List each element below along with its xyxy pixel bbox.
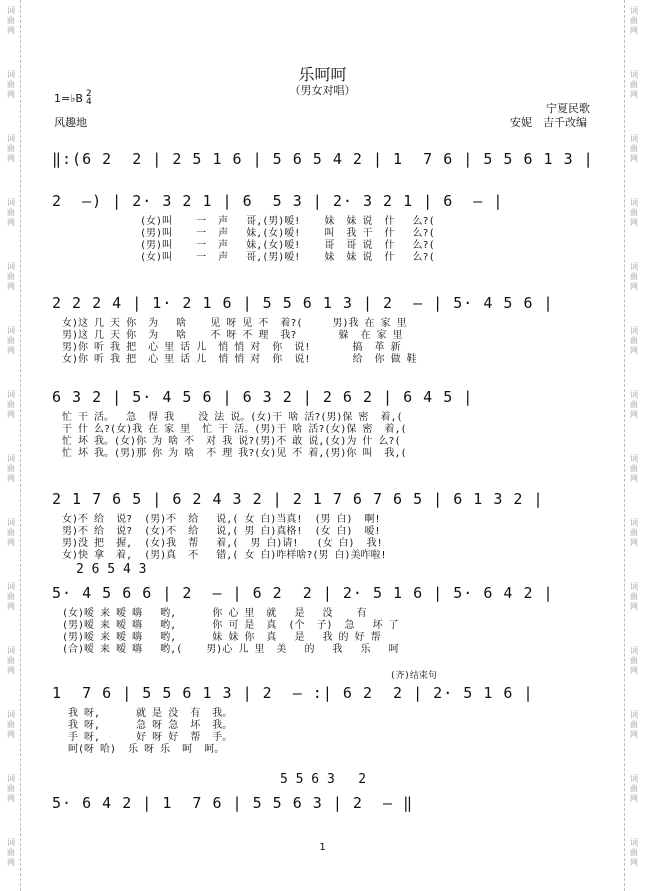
page-number: 1 bbox=[319, 842, 326, 853]
watermark-text: 词 曲 网 bbox=[630, 6, 638, 35]
lyric-line: 手 呀, 好 呀 好 帮 手。 bbox=[68, 732, 233, 743]
watermark-text: 词 曲 网 bbox=[630, 454, 638, 483]
watermark-text: 词 曲 网 bbox=[630, 70, 638, 99]
watermark-text: 词 曲 网 bbox=[7, 710, 15, 739]
lyric-line: 忙 坏 我。(女)你 为 啥 不 对 我 说?(男)不 敢 说,(女)为 什 么?( bbox=[62, 436, 401, 447]
watermark-text: 词 曲 网 bbox=[7, 198, 15, 227]
watermark-text: 词 曲 网 bbox=[630, 838, 638, 867]
watermark-text: 词 曲 网 bbox=[630, 518, 638, 547]
song-subtitle: （男女对唱） bbox=[289, 84, 356, 97]
score-system bbox=[52, 772, 587, 816]
notation-line: 5· 4 5 6 6 | 2 — | 6 2 2 | 2· 5 1 6 | 5· 6 4 2 | bbox=[52, 584, 554, 602]
watermark-text: 词 曲 网 bbox=[7, 134, 15, 163]
watermark-text: 词 曲 网 bbox=[630, 390, 638, 419]
song-source: 宁夏民歌 bbox=[546, 102, 590, 115]
watermark-text: 词 曲 网 bbox=[7, 390, 15, 419]
lyric-line: 女)这 几 天 你 为 啥 见 呀 见 不 着?( 男)我 在 家 里 bbox=[62, 318, 407, 329]
score-system bbox=[52, 188, 587, 263]
notation-line: 1 7 6 | 5 5 6 1 3 | 2 — :| 6 2 2 | 2· 5 1 6 | bbox=[52, 684, 534, 702]
score-system bbox=[52, 290, 587, 365]
tempo-marking: 风趣地 bbox=[54, 116, 87, 129]
watermark-text: 词 曲 网 bbox=[630, 134, 638, 163]
notation-line: ‖:(6 2 2 | 2 5 1 6 | 5 6 5 4 2 | 1 7 6 | 5 5 6 1 3 | bbox=[52, 150, 594, 168]
watermark-text: 词 曲 网 bbox=[7, 774, 15, 803]
lyric-line: (女)嗳 来 嗳 嗨 哟, 你 心 里 就 是 没 有 bbox=[62, 608, 367, 619]
notation-line: 2 —) | 2· 3 2 1 | 6 5 3 | 2· 3 2 1 | 6 — | bbox=[52, 192, 504, 210]
notation-line: 2 1 7 6 5 | 6 2 4 3 2 | 2 1 7 6 7 6 5 | 6 1 3 2 | bbox=[52, 490, 544, 508]
lyric-line: (合)嗳 来 嗳 嗨 哟,( 男)心 儿 里 美 的 我 乐 呵 bbox=[62, 644, 399, 655]
watermark-text: 词 曲 网 bbox=[630, 262, 638, 291]
lyric-line: 男)不 给 说? (女)不 给 说,( 男 白)真格! (女 白) 嗳! bbox=[62, 526, 381, 537]
score-system bbox=[52, 146, 594, 172]
lyric-line: 男)没 把 握, (女)我 帮 着,( 男 白)请! (女 白) 我! bbox=[62, 538, 383, 549]
notation-line: 2 2 2 4 | 1· 2 1 6 | 5 5 6 1 3 | 2 — | 5· 4 5 6 | bbox=[52, 294, 554, 312]
watermark-text: 词 曲 网 bbox=[630, 646, 638, 675]
watermark-text: 词 曲 网 bbox=[7, 454, 15, 483]
score-system bbox=[52, 384, 587, 459]
watermark-text: 词 曲 网 bbox=[7, 70, 15, 99]
left-margin-strip bbox=[4, 0, 21, 891]
lyric-line: (男)嗳 来 嗳 嗨 哟, 妹 妹 你 真 是 我 的 好 帮 bbox=[62, 632, 381, 643]
upper-voice-notes: 2 6 5 4 3 bbox=[76, 562, 147, 577]
lyric-line: 女)快 拿 着, (男)真 不 错,( 女 白)咋样啥?(男 白)美咋啦! bbox=[62, 550, 387, 561]
watermark-text: 词 曲 网 bbox=[7, 582, 15, 611]
lyric-line: (女)叫 一 声 哥,(男)嗳! 妹 妹 说 什 么?( bbox=[140, 216, 435, 227]
lyric-line: (男)叫 一 声 妹,(女)嗳! 叫 我 干 什 么?( bbox=[140, 228, 435, 239]
watermark-text: 词 曲 网 bbox=[630, 774, 638, 803]
watermark-text: 词 曲 网 bbox=[7, 262, 15, 291]
time-signature bbox=[86, 90, 92, 106]
watermark-text: 词 曲 网 bbox=[7, 326, 15, 355]
watermark-text: 词 曲 网 bbox=[630, 582, 638, 611]
score-system bbox=[52, 562, 587, 655]
song-title: 乐呵呵 bbox=[298, 65, 347, 84]
lyric-line: 男)这 几 天 你 为 啥 不 呀 不 理 我? 躲 在 家 里 bbox=[62, 330, 403, 341]
watermark-text: 词 曲 网 bbox=[630, 326, 638, 355]
upper-voice-notes: 5 5 6 3 2 bbox=[280, 772, 367, 787]
watermark-text: 词 曲 网 bbox=[630, 710, 638, 739]
song-arranger: 安妮 吉千改编 bbox=[510, 116, 587, 129]
lyric-line: (女)叫 一 声 哥,(男)嗳! 妹 妹 说 什 么?( bbox=[140, 252, 435, 263]
lyric-line: 女)你 听 我 把 心 里 话 儿 悄 悄 对 你 说! 给 你 做 鞋 bbox=[62, 354, 417, 365]
time-signature-bottom: 4 bbox=[86, 97, 92, 107]
score-system bbox=[52, 671, 587, 755]
lyric-line: 忙 坏 我。(男)那 你 为 啥 不 理 我?(女)见 不 着,(男)你 叫 我,( bbox=[62, 448, 407, 459]
lyric-line: 男)你 听 我 把 心 里 话 儿 悄 悄 对 你 说! 搞 革 新 bbox=[62, 342, 401, 353]
key-signature: 1=♭B bbox=[54, 92, 83, 105]
watermark-text: 词 曲 网 bbox=[7, 518, 15, 547]
score-system bbox=[52, 486, 587, 561]
lyric-line: 干 什 么?(女)我 在 家 里 忙 干 活。(男)干 啥 活?(女)保 密 着,( bbox=[62, 424, 407, 435]
lyric-line: 我 呀, 急 呀 急 坏 我。 bbox=[68, 720, 233, 731]
lyric-line: (男)叫 一 声 妹,(女)嗳! 哥 哥 说 什 么?( bbox=[140, 240, 435, 251]
notation-line: 6 3 2 | 5· 4 5 6 | 6 3 2 | 2 6 2 | 6 4 5 | bbox=[52, 388, 474, 406]
right-margin-strip bbox=[624, 0, 641, 891]
watermark-text: 词 曲 网 bbox=[630, 198, 638, 227]
notation-line: 5· 6 4 2 | 1 7 6 | 5 5 6 3 | 2 — ‖ bbox=[52, 794, 414, 812]
lyric-line: 忙 干 活。 急 得 我 没 法 说。(女)干 啥 活?(男)保 密 着,( bbox=[62, 412, 403, 423]
lyric-line: 女)不 给 说? (男)不 给 说,( 女 白)当真! (男 白) 啊! bbox=[62, 514, 381, 525]
time-signature-top: 2 bbox=[86, 89, 92, 99]
lyric-line: 我 呀, 就 是 没 有 我。 bbox=[68, 708, 233, 719]
lyric-line: 呵(呀 哈) 乐 呀 乐 呵 呵。 bbox=[68, 744, 225, 755]
ending-label: (齐)结束句 bbox=[390, 671, 437, 681]
watermark-text: 词 曲 网 bbox=[7, 646, 15, 675]
lyric-line: (男)嗳 来 嗳 嗨 哟, 你 可 是 真 (个 子) 急 坏 了 bbox=[62, 620, 399, 631]
watermark-text: 词 曲 网 bbox=[7, 6, 15, 35]
watermark-text: 词 曲 网 bbox=[7, 838, 15, 867]
